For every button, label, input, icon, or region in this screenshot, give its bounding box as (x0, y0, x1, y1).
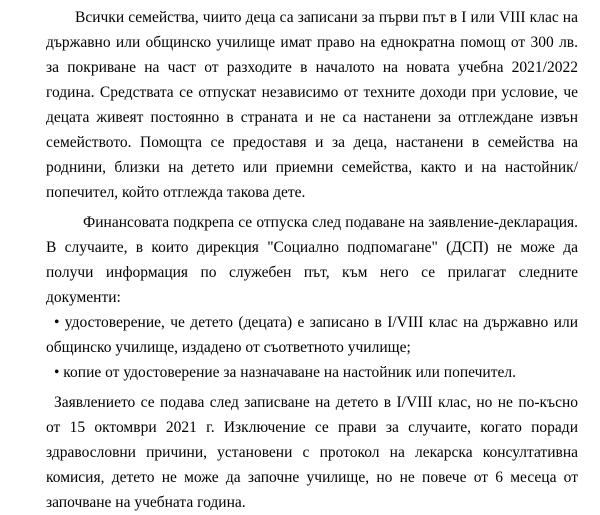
paragraph-deadline: Заявлението се подава след записване на детето в I/VIII клас, но не по-късно от 15 октомври 2021 г. Изключение се прави за случаите, когато поради здравословни причини, установени с протокол на лекарска консултативна комисия, детето не може да започне училище, но не повече от 6 месеца от започване на учебната година. (46, 394, 578, 511)
document-body (46, 0, 578, 515)
paragraph-application: Финансовата подкрепа се отпуска след подаване на заявление-декларация. В случаите, в които дирекция "Социално подпомагане" (ДСП) не може да получи информация по служебен път, към него се прилагат следните документи: (46, 214, 578, 306)
paragraph-eligibility: Всички семейства, чиито деца са записани за първи път в I или VIII клас на държавно или общинско училище имат право на еднократна помощ от 300 лв. за покриване на част от разходите в началото на новата учебна 2021/2022 година. Средствата се отпускат независимо от техните доходи при условие, че децата живеят постоянно в страната и не са настанени за отглеждане извън семейството. Помощта се предоставя и за деца, настанени в семейства на роднини, близки на детето или приемни семейства, както и на настойник/попечител, който отглежда такова дете. (46, 9, 578, 201)
bullet-school-certificate: • удостоверение, че детето (децата) е записано в I/VIII клас на държавно или общинско училище, издадено от съответното училище; (46, 314, 578, 356)
bullet-guardian-certificate: • копие от удостоверение за назначаване на настойник или попечител. (54, 364, 516, 381)
